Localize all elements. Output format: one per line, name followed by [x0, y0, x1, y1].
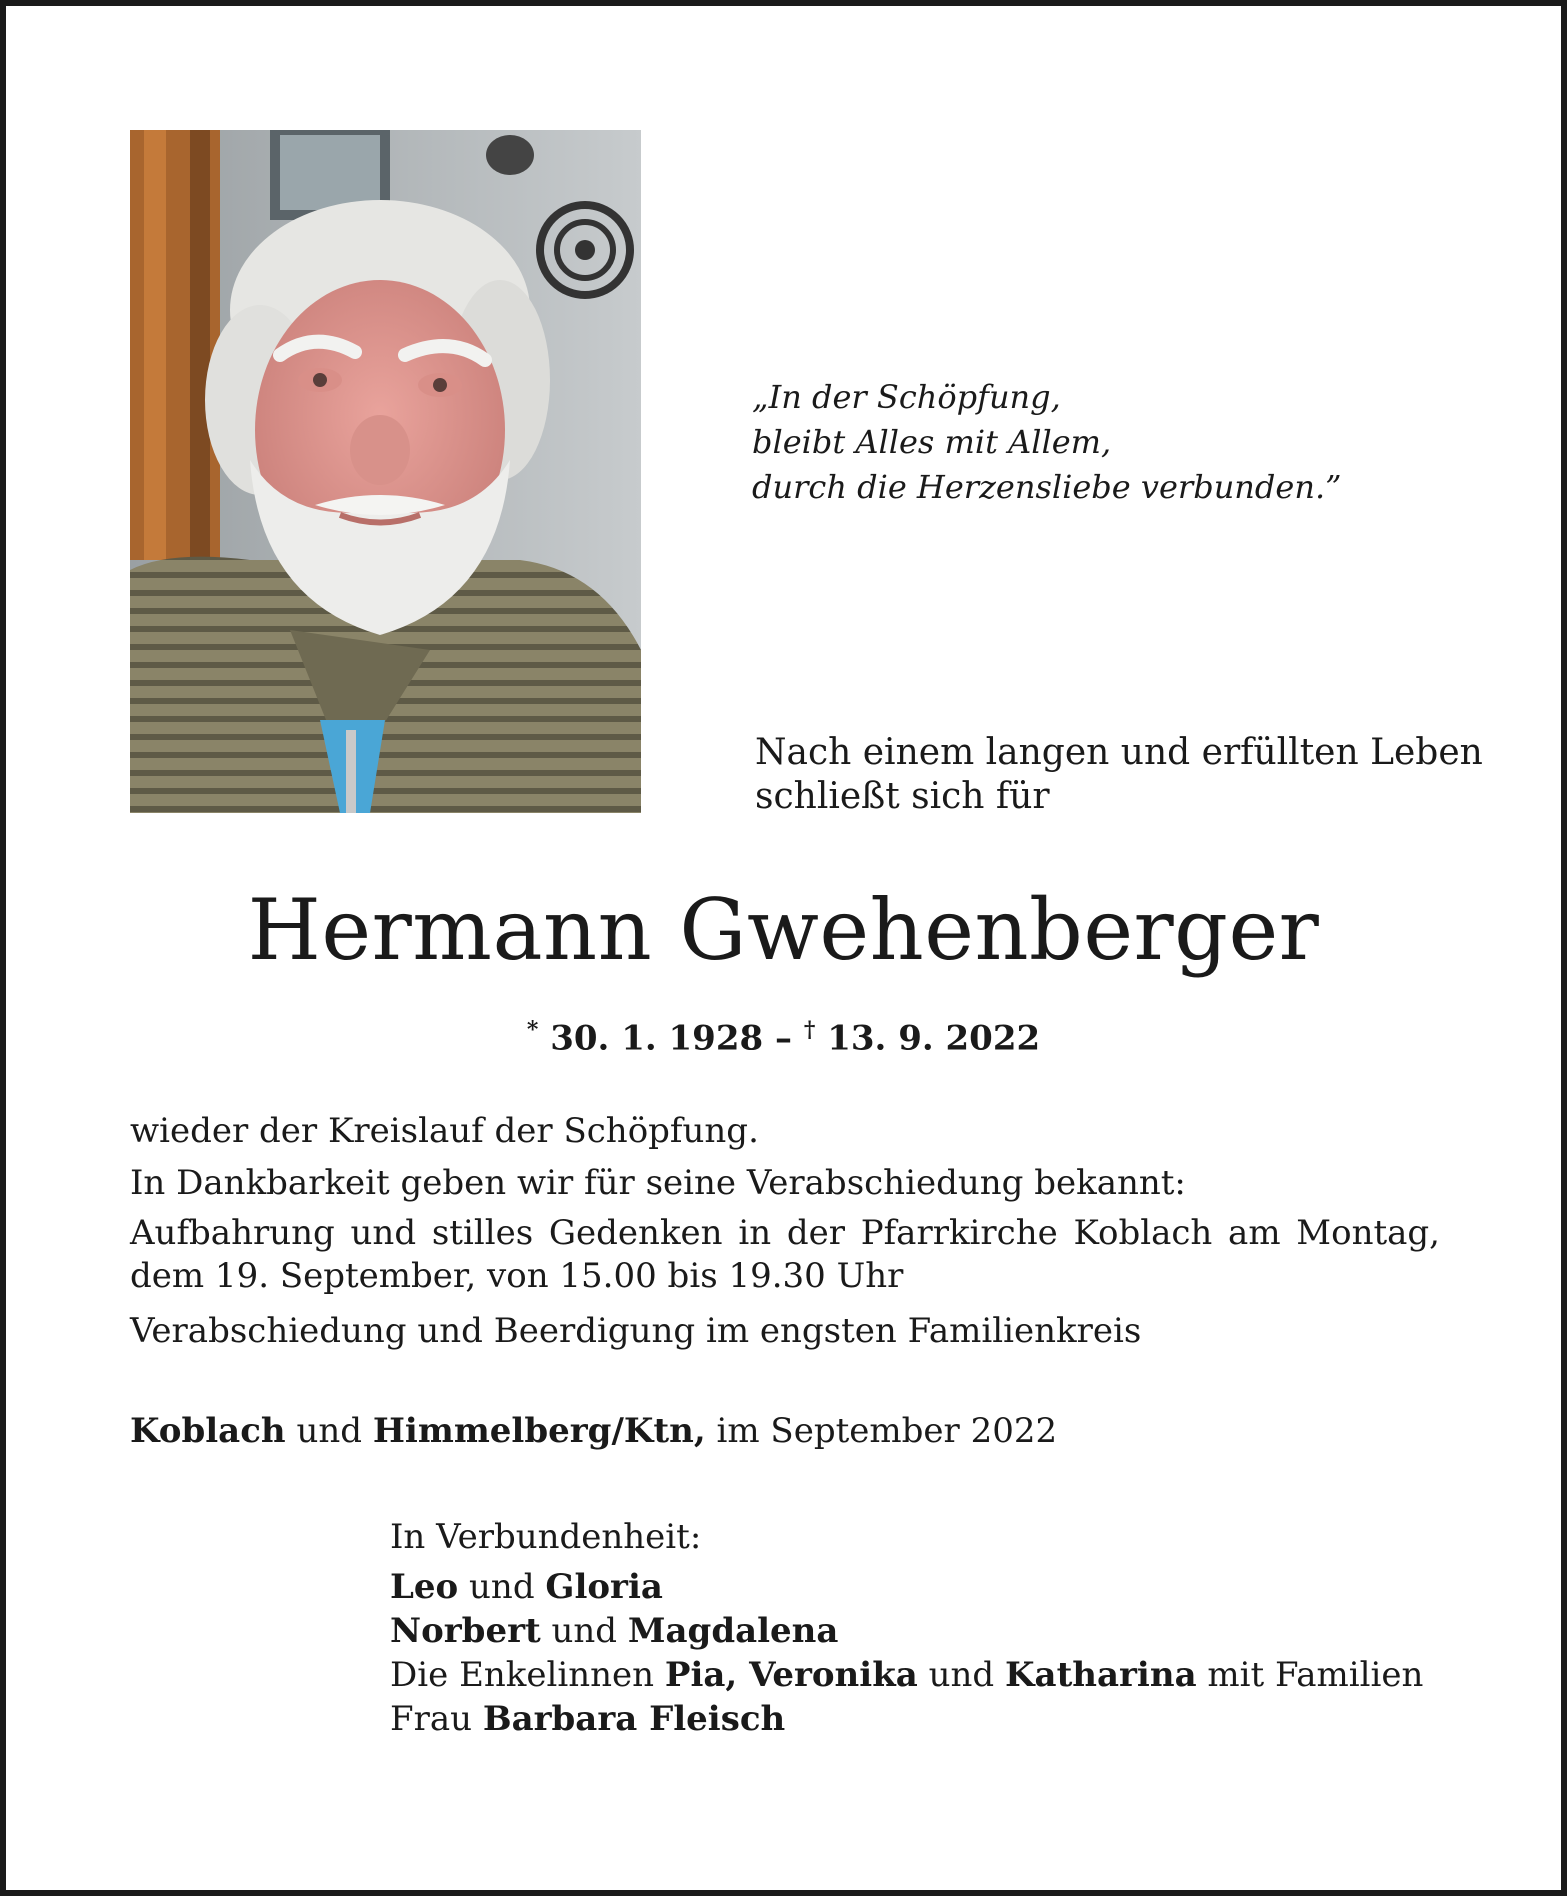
- body-line: Aufbahrung und stilles Gedenken in der Pfarrkirche Koblach am Montag,: [130, 1213, 1440, 1253]
- mourner-row: [390, 1565, 1423, 1609]
- mourner-name: Leo: [390, 1567, 459, 1607]
- mourner-name: Norbert: [390, 1611, 541, 1651]
- mourner-name: Magdalena: [627, 1611, 839, 1651]
- mourner-name: Barbara Fleisch: [482, 1699, 786, 1739]
- body-paragraph-2: [130, 1162, 1440, 1205]
- body-paragraph-4: [130, 1310, 1440, 1353]
- mourner-name: Katharina: [1004, 1655, 1197, 1695]
- death-date: 13. 9. 2022: [827, 1018, 1041, 1059]
- place-date-line: [130, 1409, 1057, 1453]
- mourner-and: und: [551, 1611, 618, 1651]
- mourners-lead: In Verbundenheit:: [390, 1517, 702, 1557]
- mourner-row: [390, 1697, 1423, 1741]
- mourner-name: Gloria: [545, 1567, 663, 1607]
- mourner-suffix: mit Familien: [1207, 1655, 1424, 1695]
- body-line: dem 19. September, von 15.00 bis 19.30 Uhr: [130, 1256, 904, 1296]
- mourner-and: und: [928, 1655, 995, 1695]
- body-line: Verabschiedung und Beerdigung im engsten Familienkreis: [130, 1311, 1142, 1351]
- birth-symbol: *: [526, 1017, 539, 1043]
- mourners-list: [390, 1515, 1423, 1741]
- epitaph-quote: [752, 375, 1452, 510]
- body-line: In Dankbarkeit geben wir für seine Verabschiedung bekannt:: [130, 1163, 1186, 1203]
- mourner-row: [390, 1653, 1423, 1697]
- birth-date: 30. 1. 1928: [550, 1018, 764, 1059]
- body-line: wieder der Kreislauf der Schöpfung.: [130, 1111, 759, 1151]
- place-town-2: Himmelberg/Ktn,: [372, 1411, 706, 1451]
- quote-line: bleibt Alles mit Allem,: [752, 423, 1112, 461]
- place-date: im September 2022: [716, 1411, 1058, 1451]
- date-separator: –: [775, 1018, 792, 1059]
- body-paragraph-3: [130, 1212, 1440, 1255]
- body-paragraph-3b: [130, 1255, 1440, 1298]
- intro-text: [755, 731, 1483, 819]
- intro-line: schließt sich für: [755, 776, 1050, 817]
- quote-line: „In der Schöpfung,: [752, 378, 1061, 416]
- deceased-name: Hermann Gwehenberger: [247, 881, 1320, 979]
- mourner-and: und: [469, 1567, 535, 1607]
- mourner-name: Pia, Veronika: [664, 1655, 918, 1695]
- intro-line: Nach einem langen und erfüllten Leben: [755, 732, 1483, 773]
- life-dates: [0, 1007, 1567, 1061]
- portrait-photo: [130, 130, 641, 813]
- place-and: und: [296, 1411, 362, 1451]
- mourner-row: [390, 1609, 1423, 1653]
- body-paragraph-1: [130, 1110, 1440, 1153]
- mourner-prefix: Frau: [390, 1699, 473, 1739]
- death-symbol: †: [803, 1017, 816, 1043]
- mourner-prefix: Die Enkelinnen: [390, 1655, 655, 1695]
- quote-line: durch die Herzensliebe verbunden.”: [752, 468, 1342, 506]
- place-town-1: Koblach: [130, 1411, 286, 1451]
